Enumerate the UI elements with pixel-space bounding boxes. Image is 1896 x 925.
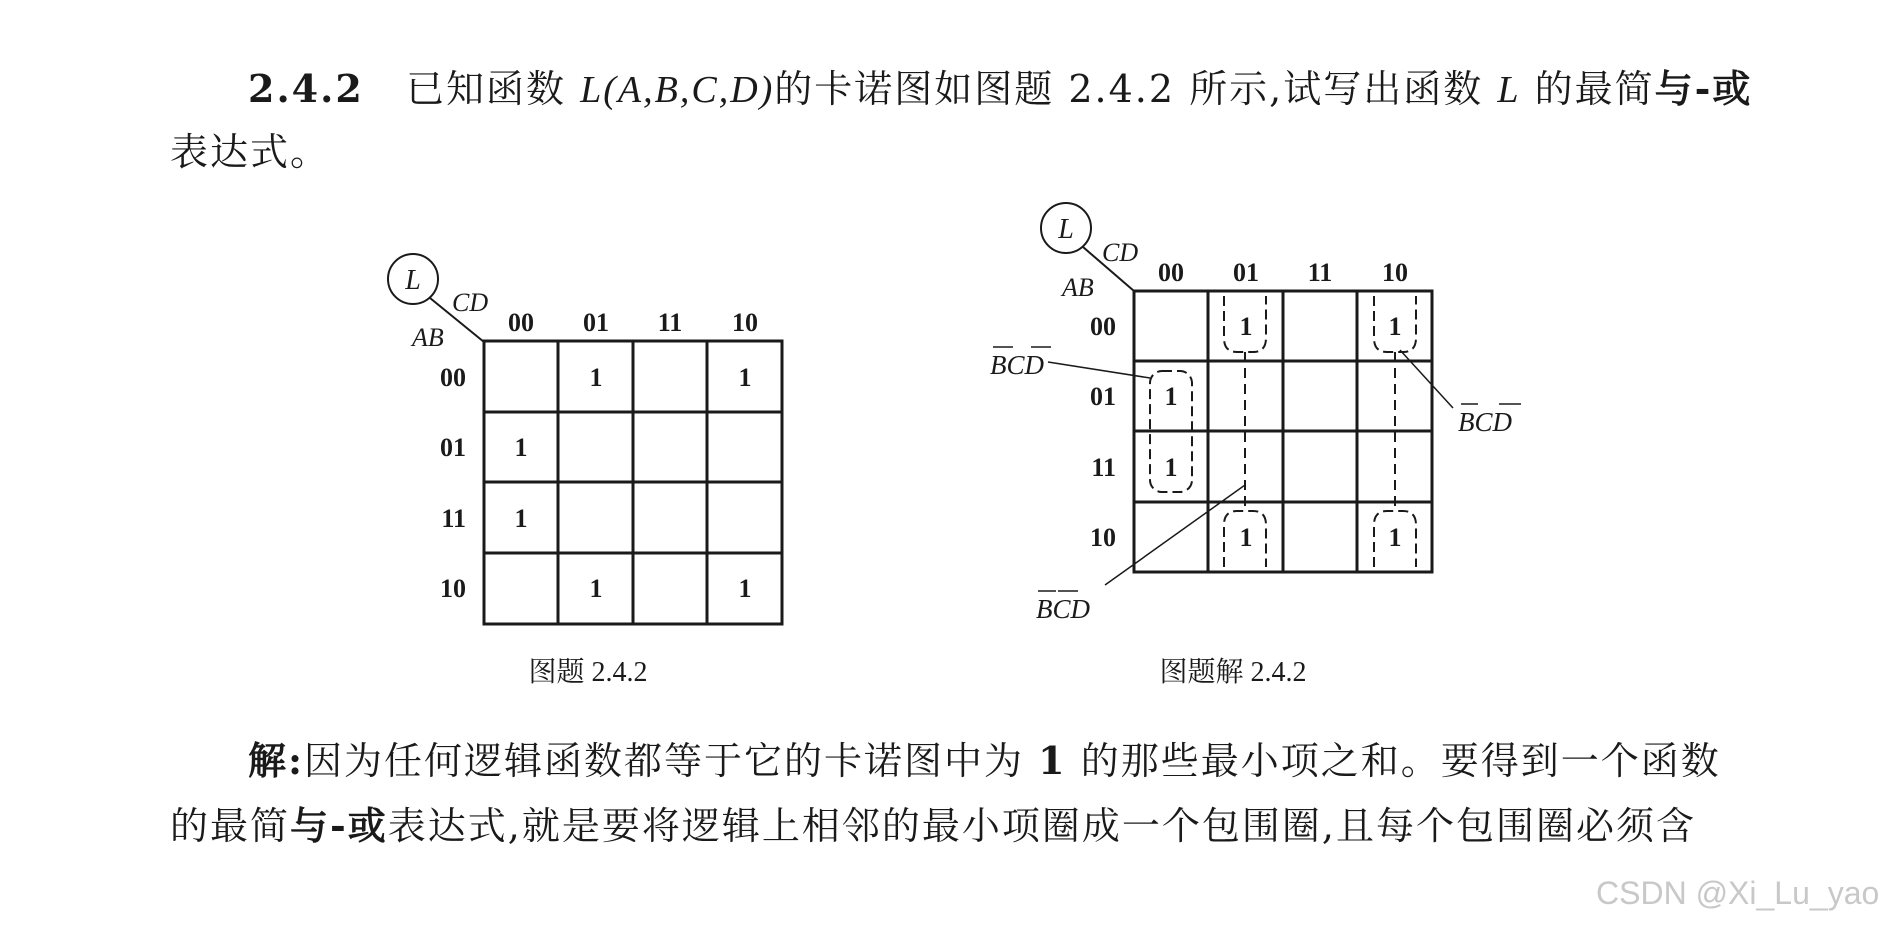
map2-col-label: 01 [1233, 258, 1259, 287]
map2-col-variable: CD [1102, 238, 1139, 267]
leader-line-right [1400, 350, 1453, 408]
solution-text-a: 因为任何逻辑函数都等于它的卡诺图中为 [304, 739, 1025, 783]
solution-text-d: 表达式,就是要将逻辑上相邻的最小项圈成一个包围圈,且每个包围圈必须含 [387, 804, 1696, 848]
map2-row-variable: AB [1062, 273, 1094, 302]
map2-caption: 图题解 2.4.2 [1159, 657, 1307, 688]
map2-cell: 1 [1388, 523, 1402, 552]
function-signature: L(A,B,C,D) [580, 69, 775, 111]
map1-cell: 1 [589, 574, 603, 603]
map1-col-label: 01 [583, 308, 609, 337]
map1-row-label: 00 [440, 363, 466, 392]
map1-row-variable: AB [412, 323, 444, 352]
map1-cell: 1 [589, 363, 603, 392]
map1-cell: 1 [738, 363, 752, 392]
problem-number: 2.4.2 [248, 66, 364, 111]
term-label-bottom: BCD [1036, 594, 1090, 624]
map2-row-label: 01 [1090, 382, 1116, 411]
watermark: CSDN @Xi_Lu_yao [1596, 875, 1880, 911]
solution-text-b: 的那些最小项之和。要得到一个函数 [1080, 739, 1721, 783]
problem-line-2: 表达式。 [170, 130, 331, 174]
problem-text-a: 已知函数 [406, 67, 567, 111]
and-or-term: 与-或 [1654, 66, 1753, 111]
solution-text-c: 的最简 [170, 804, 291, 848]
term-label-right: BCD [1458, 407, 1512, 437]
solution-line-1 [248, 730, 1721, 785]
map1-row-label: 01 [440, 433, 466, 462]
map1-col-label: 00 [508, 308, 534, 337]
map1-col-variable: CD [452, 288, 489, 317]
problem-text-b: 的卡诺图如图题 2.4.2 所示,试写出函数 [774, 67, 1484, 111]
map1-cell: 1 [514, 504, 528, 533]
map2-cell: 1 [1239, 523, 1253, 552]
map1-cell: 1 [514, 433, 528, 462]
map1-row-label: 11 [441, 504, 466, 533]
map2-function-label: L [1058, 214, 1074, 245]
map2-row-label: 11 [1091, 453, 1116, 482]
map2-cell: 1 [1388, 312, 1402, 341]
map1-cell: 1 [738, 574, 752, 603]
map2-col-label: 00 [1158, 258, 1184, 287]
map2-row-label: 10 [1090, 523, 1116, 552]
map2-cell: 1 [1164, 382, 1178, 411]
solution-and-or-term: 与-或 [290, 803, 388, 848]
map2-col-label: 10 [1382, 258, 1408, 287]
map1-caption: 图题 2.4.2 [528, 657, 648, 688]
problem-text-c: 的最简 [1534, 67, 1655, 111]
map2-cell: 1 [1164, 453, 1178, 482]
map2-cell: 1 [1239, 312, 1253, 341]
function-name: L [1497, 69, 1521, 111]
term-label-left: BCD [990, 350, 1044, 380]
map1-function-label: L [405, 265, 421, 296]
map1-row-label: 10 [440, 574, 466, 603]
map2-col-label: 11 [1307, 258, 1333, 287]
solution-label: 解: [248, 738, 305, 783]
map1-col-label: 11 [657, 308, 683, 337]
solution-bold-one: 1 [1038, 738, 1067, 783]
map2-row-label: 00 [1090, 312, 1116, 341]
solution-line-2 [170, 795, 1696, 850]
map1-col-label: 10 [732, 308, 758, 337]
